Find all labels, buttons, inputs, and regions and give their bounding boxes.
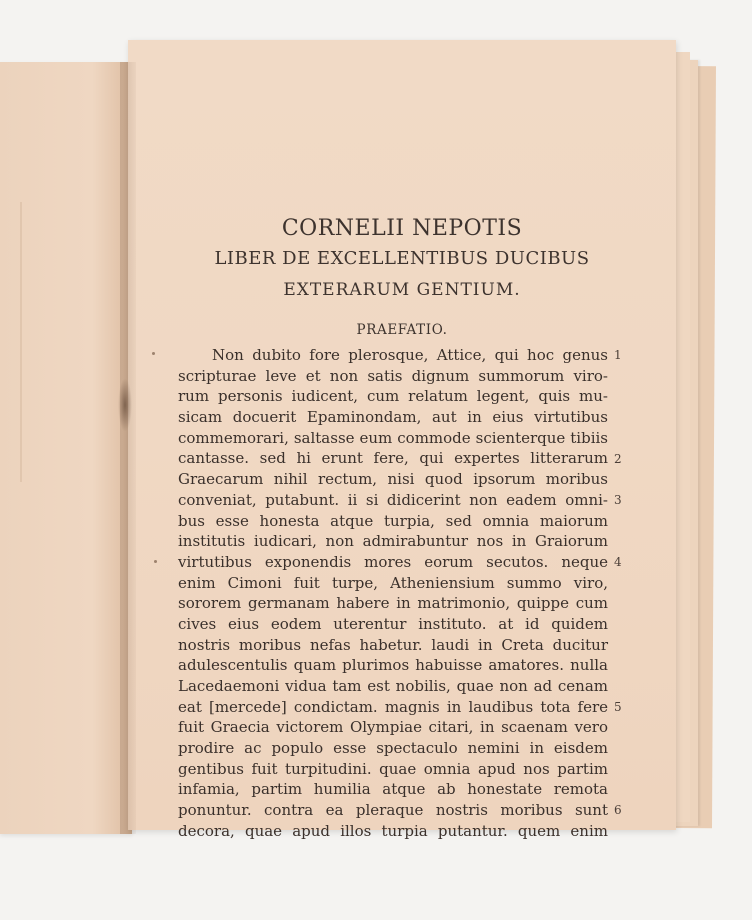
text-line: Non dubito fore plerosque, Attice, qui hoc genus — [212, 346, 608, 364]
text-line: scripturae leve et non satis dignum summorum viro- — [178, 366, 608, 385]
text-line: enim Cimoni fuit turpe, Atheniensium summo viro, — [178, 573, 608, 592]
margin-number: 2 — [614, 451, 622, 466]
text-line: rum personis iudicent, cum relatum legent, quis mu- — [178, 387, 608, 406]
text-line: adulescentulis quam plurimos habuisse amatores. nulla — [178, 656, 608, 675]
text-line: fuit Graecia victorem Olympiae citari, in scaenam vero — [178, 718, 608, 737]
page-speck — [154, 560, 157, 563]
left-page — [0, 62, 132, 834]
margin-number: 4 — [614, 555, 622, 569]
body-text — [178, 345, 608, 842]
text-line: sicam docuerit Epaminondam, aut in eius virtutibus — [178, 408, 608, 427]
text-line: prodire ac populo esse spectaculo nemini in eisdem — [178, 739, 608, 758]
text-line: commemorari, saltasse eum commode scienterque tibiis — [178, 428, 608, 447]
binding-gutter — [120, 62, 136, 834]
text-line: nostris moribus nefas habetur. laudi in Creta ducitur — [178, 635, 608, 654]
text-line: Graecarum nihil rectum, nisi quod ipsorum moribus — [178, 470, 608, 489]
text-line: ponuntur. contra ea pleraque nostris moribus sunt — [178, 801, 608, 820]
margin-number: 5 — [614, 699, 622, 714]
margin-number: 1 — [614, 348, 622, 362]
text-line: conveniat, putabunt. ii si didicerint non eadem omni- — [178, 490, 608, 509]
text-line: sororem germanam habere in matrimonio, quippe cum — [178, 594, 608, 613]
margin-number: 6 — [614, 803, 622, 818]
book-title-line-2: LIBER DE EXCELLENTIBUS DUCIBUS — [214, 248, 590, 269]
margin-number: 3 — [614, 492, 622, 507]
book-title-line-1: CORNELII NEPOTIS — [281, 216, 523, 241]
text-line: decora, quae apud illos turpia putantur. quem enim — [178, 821, 608, 840]
right-page — [128, 40, 676, 840]
section-heading: PRAEFATIO. — [356, 322, 448, 338]
text-line: gentibus fuit turpitudini. quae omnia apud nos partim — [178, 759, 608, 778]
text-line: bus esse honesta atque turpia, sed omnia maiorum — [178, 511, 608, 530]
text-line: institutis iudicari, non admirabuntur nos in Graiorum — [178, 532, 608, 551]
page-speck — [152, 352, 155, 355]
text-line: infamia, partim humilia atque ab honestate remota — [178, 780, 608, 799]
binding-tear — [118, 378, 132, 432]
text-line: eat [mercede] condictam. magnis in laudibus tota fere — [178, 697, 608, 716]
book-title-line-3: EXTERARUM GENTIUM. — [283, 280, 521, 300]
text-line: Lacedaemoni vidua tam est nobilis, quae non ad cenam — [178, 677, 608, 695]
text-line: cives eius eodem uterentur instituto. at id quidem — [178, 614, 608, 633]
text-line: virtutibus exponendis mores eorum secutos. neque — [178, 552, 608, 571]
text-line: cantasse. sed hi erunt fere, qui expertes litterarum — [178, 449, 608, 468]
